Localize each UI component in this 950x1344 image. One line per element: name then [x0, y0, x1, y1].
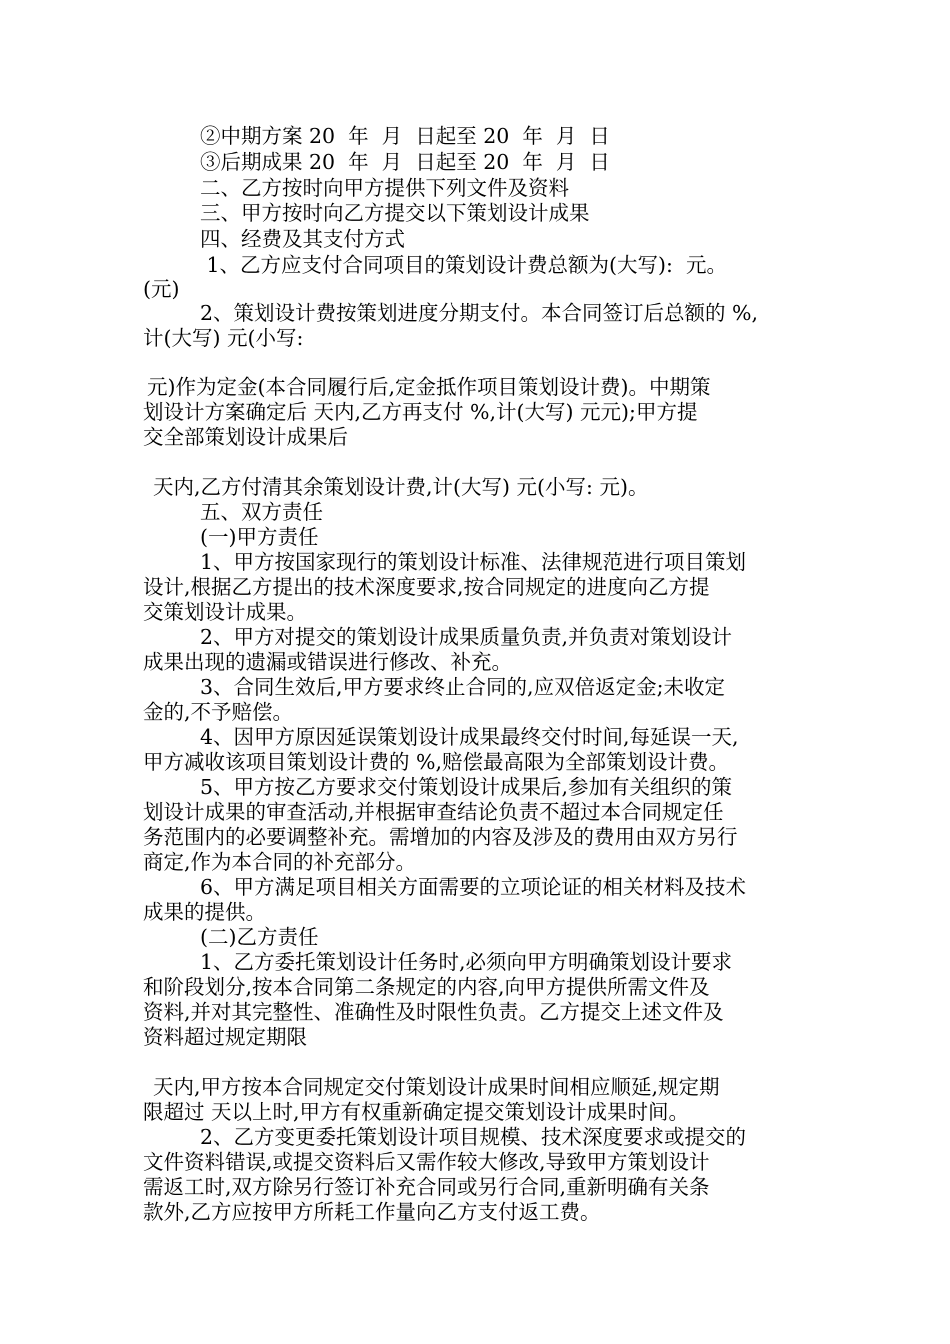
- text-line: 需返工时,双方除另行签订补充合同或另行合同,重新明确有关条: [143, 1175, 710, 1199]
- text-line: 和阶段划分,按本合同第二条规定的内容,向甲方提供所需文件及: [143, 975, 710, 999]
- text-line: 务范围内的必要调整补充。需增加的内容及涉及的费用由双方另行: [143, 825, 738, 849]
- text-line: 计(大写) 元(小写:: [143, 326, 304, 350]
- section-heading: 四、经费及其支付方式: [200, 227, 405, 251]
- text-line: 6、甲方满足项目相关方面需要的立项论证的相关材料及技术: [200, 875, 747, 899]
- text-line: 元)作为定金(本合同履行后,定金抵作项目策划设计费)。中期策: [147, 375, 711, 399]
- text-line: 4、因甲方原因延误策划设计成果最终交付时间,每延误一天,: [200, 725, 739, 749]
- text-line: 2、策划设计费按策划进度分期支付。本合同签订后总额的 %,: [200, 301, 759, 325]
- text-line: 3、合同生效后,甲方要求终止合同的,应双倍返定金;未收定: [200, 675, 725, 699]
- text-line: 交全部策划设计成果后: [143, 425, 348, 449]
- text-line: 划设计成果的审查活动,并根据审查结论负责不超过本合同规定任: [143, 800, 724, 824]
- text-line: ③后期成果 20 年 月 日起至 20 年 月 日: [200, 150, 610, 174]
- text-line: 天内,乙方付清其余策划设计费,计(大写) 元(小写: 元)。: [153, 475, 649, 499]
- text-line: 划设计方案确定后 天内,乙方再支付 %,计(大写) 元元);甲方提: [143, 400, 698, 424]
- section-heading: 三、甲方按时向乙方提交以下策划设计成果: [200, 201, 590, 225]
- text-line: 天内,甲方按本合同规定交付策划设计成果时间相应顺延,规定期: [153, 1075, 720, 1099]
- subsection-heading: (一)甲方责任: [200, 525, 319, 549]
- text-line: 限超过 天以上时,甲方有权重新确定提交策划设计成果时间。: [143, 1100, 690, 1124]
- text-line: 设计,根据乙方提出的技术深度要求,按合同规定的进度向乙方提: [143, 575, 710, 599]
- text-line: 交策划设计成果。: [143, 600, 307, 624]
- text-line: 甲方减收该项目策划设计费的 %,赔偿最高限为全部策划设计费。: [143, 750, 730, 774]
- text-line: 资料超过规定期限: [143, 1025, 307, 1049]
- text-line: 资料,并对其完整性、准确性及时限性负责。乙方提交上述文件及: [143, 1000, 724, 1024]
- section-heading: 二、乙方按时向甲方提供下列文件及资料: [200, 176, 569, 200]
- text-line: 文件资料错误,或提交资料后又需作较大修改,导致甲方策划设计: [143, 1150, 710, 1174]
- text-line: 5、甲方按乙方要求交付策划设计成果后,参加有关组织的策: [200, 775, 733, 799]
- text-line: 1、甲方按国家现行的策划设计标准、法律规范进行项目策划: [200, 550, 747, 574]
- text-line: 1、乙方委托策划设计任务时,必须向甲方明确策划设计要求: [200, 950, 733, 974]
- text-line: 成果的提供。: [143, 900, 266, 924]
- text-line: 金的,不予赔偿。: [143, 700, 294, 724]
- text-line: 成果出现的遗漏或错误进行修改、补充。: [143, 650, 512, 674]
- text-line: 2、甲方对提交的策划设计成果质量负责,并负责对策划设计: [200, 625, 733, 649]
- text-line: (元): [143, 277, 180, 301]
- text-line: 1、乙方应支付合同项目的策划设计费总额为(大写): 元。: [200, 253, 727, 277]
- subsection-heading: (二)乙方责任: [200, 925, 319, 949]
- text-line: 2、乙方变更委托策划设计项目规模、技术深度要求或提交的: [200, 1125, 747, 1149]
- text-line: ②中期方案 20 年 月 日起至 20 年 月 日: [200, 124, 610, 148]
- text-line: 款外,乙方应按甲方所耗工作量向乙方支付返工费。: [143, 1200, 601, 1224]
- text-line: 商定,作为本合同的补充部分。: [143, 850, 417, 874]
- section-heading: 五、双方责任: [200, 500, 323, 524]
